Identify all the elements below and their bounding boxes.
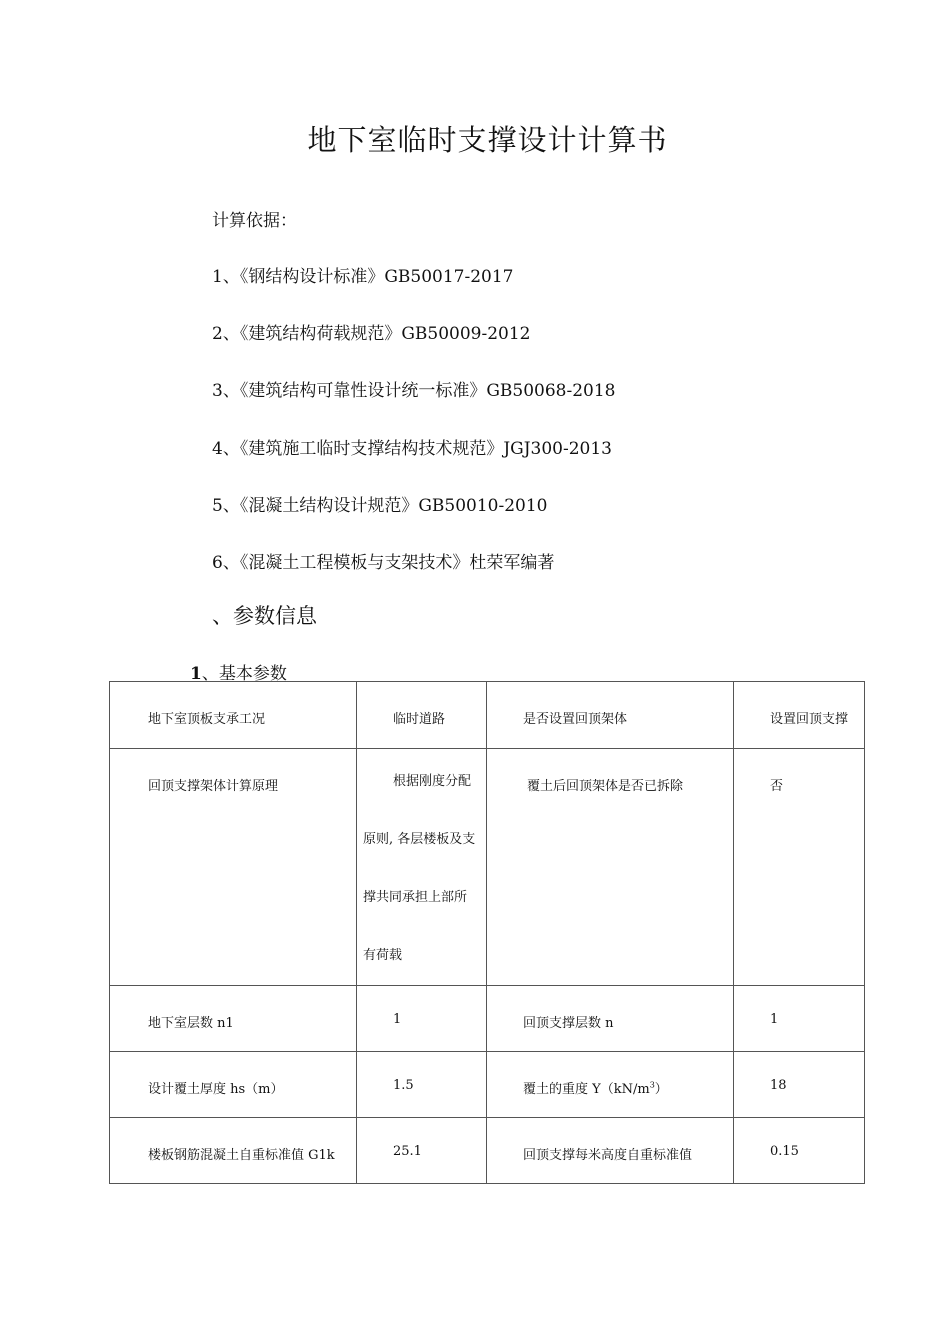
table-row (110, 1118, 865, 1184)
unit-superscript: 3 (649, 1080, 655, 1090)
table-cell (487, 682, 734, 749)
table-cell (357, 1118, 487, 1184)
table-cell (487, 986, 734, 1052)
table-cell (357, 1052, 487, 1118)
reference-item: 2、《建筑结构荷载规范》GB50009-2012 (212, 324, 531, 344)
cell-label: 回顶支撑架体计算原理 (148, 779, 279, 794)
table-cell (734, 986, 865, 1052)
cell-label: 回顶支撑层数 n (523, 1016, 614, 1031)
cell-line: 有荷载 (363, 948, 403, 963)
table-cell (487, 1052, 734, 1118)
cell-value: 1 (770, 1012, 779, 1027)
table-cell (357, 986, 487, 1052)
cell-label (487, 1052, 733, 1097)
table-row (110, 749, 865, 986)
table-cell (734, 1052, 865, 1118)
cell-label: 地下室层数 n1 (148, 1016, 234, 1031)
reference-item: 5、《混凝土结构设计规范》GB50010-2010 (212, 496, 548, 516)
cell-value: 临时道路 (393, 712, 446, 727)
cell-value: 设置回顶支撑 (770, 712, 849, 727)
table-row (110, 1052, 865, 1118)
table-cell (110, 1052, 357, 1118)
reference-item: 6、《混凝土工程模板与支架技术》杜荣军编著 (212, 553, 555, 573)
cell-label: 是否设置回顶架体 (523, 712, 628, 727)
cell-value-multiline (357, 727, 486, 985)
table-cell (110, 749, 357, 986)
cell-label: 地下室顶板支承工况 (148, 712, 266, 727)
cell-label: 覆土后回顶架体是否已拆除 (527, 779, 684, 794)
cell-value: 1 (393, 1012, 402, 1027)
document-title: 地下室临时支撑设计计算书 (307, 123, 668, 157)
parameter-table (109, 681, 865, 1184)
unit-label-main: 覆土的重度 Y（kN/m (523, 1082, 650, 1097)
table-cell (734, 749, 865, 986)
table-cell (110, 682, 357, 749)
table-cell (734, 682, 865, 749)
table-cell (110, 1118, 357, 1184)
reference-item: 1、《钢结构设计标准》GB50017-2017 (212, 267, 514, 287)
reference-item: 4、《建筑施工临时支撑结构技术规范》JGJ300-2013 (212, 439, 612, 459)
cell-line: 撑共同承担上部所 (363, 890, 468, 905)
reference-item: 3、《建筑结构可靠性设计统一标准》GB50068-2018 (212, 381, 616, 401)
cell-label: 楼板钢筋混凝土自重标准值 G1k (148, 1148, 335, 1163)
cell-line: 根据刚度分配 (393, 774, 472, 789)
basis-heading: 计算依据： (212, 211, 297, 231)
cell-label: 设计覆土厚度 hs（m） (148, 1082, 284, 1097)
cell-label: 回顶支撑每米高度自重标准值 (523, 1148, 693, 1163)
table-cell (487, 749, 734, 986)
cell-value: 0.15 (770, 1144, 799, 1159)
table-cell (487, 1118, 734, 1184)
cell-line: 原则, 各层楼板及支 (363, 832, 476, 847)
section-heading: 、参数信息 (212, 604, 317, 628)
table-row (110, 682, 865, 749)
unit-label-end: ） (654, 1082, 668, 1097)
cell-value: 1.5 (393, 1078, 414, 1093)
table-row (110, 986, 865, 1052)
table-cell (110, 986, 357, 1052)
subsection-number: 1 (190, 664, 202, 684)
table-cell (734, 1118, 865, 1184)
cell-value: 25.1 (393, 1144, 422, 1159)
table-cell (357, 749, 487, 986)
cell-value: 否 (770, 779, 784, 794)
cell-value: 18 (770, 1078, 787, 1093)
subsection-title: 、基本参数 (201, 664, 287, 684)
